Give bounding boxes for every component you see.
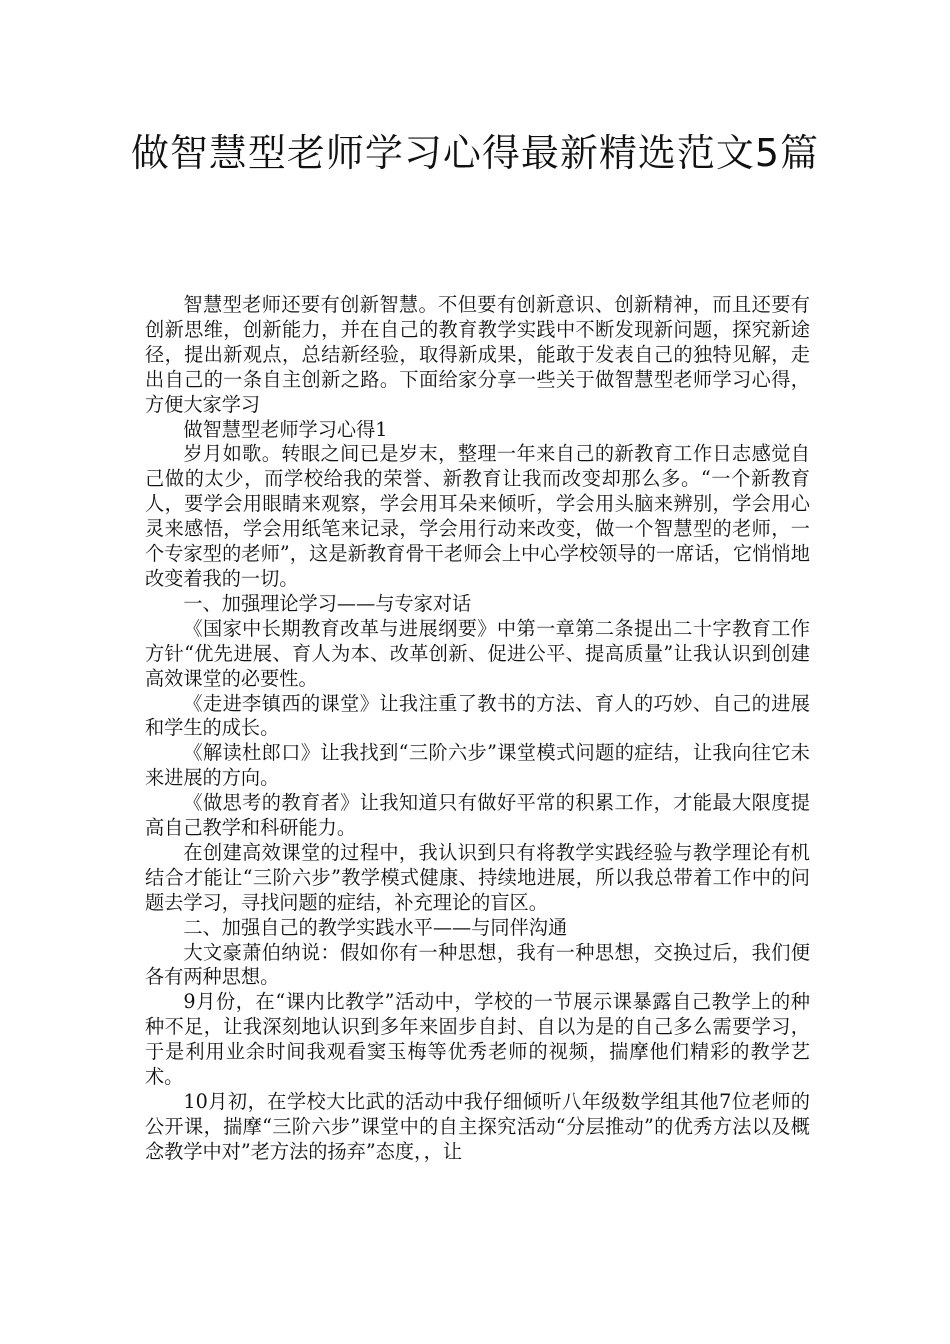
paragraph: 10月初，在学校大比武的活动中我仔细倾听八年级数学组其他7位老师的公开课，揣摩“三阶六步”课堂中的自主探究活动“分层推动”的优秀方法以及概念教学中对”老方法的扬弃”态度，，让 bbox=[145, 1090, 810, 1163]
paragraph: 大文豪萧伯纳说：假如你有一种思想，我有一种思想，交换过后，我们便各有两种思想。 bbox=[145, 940, 810, 989]
paragraph: 《走进李镇西的课堂》让我注重了教书的方法、育人的巧妙、自己的进展和学生的成长。 bbox=[145, 691, 810, 740]
paragraph: 《国家中长期教育改革与进展纲要》中第一章第二条提出二十字教育工作方针“优先进展、育人为本、改革创新、促进公平、提高质量”让我认识到创建高效课堂的必要性。 bbox=[145, 616, 810, 690]
paragraph-intro: 智慧型老师还要有创新智慧。不但要有创新意识、创新精神，而且还要有创新思维，创新能力，并在自己的教育教学实践中不断发现新问题，探究新途径，提出新观点，总结新经验，取得新成果，能敢于发表自己的独特见解，走出自己的一条自主创新之路。下面给家分享一些关于做智慧型老师学习心得，方便大家学习 bbox=[145, 293, 810, 416]
paragraph: 岁月如歌。转眼之间已是岁末，整理一年来自己的新教育工作日志感觉自己做的太少，而学校给我的荣誉、新教育让我而改变却那么多。“一个新教育人，要学会用眼睛来观察，学会用耳朵来倾听，学会用头脑来辨别，学会用心灵来感悟，学会用纸笔来记录，学会用行动来改变，做一个智慧型的老师，一个专家型的老师”，这是新教育骨干老师会上中心学校领导的一席话，它悄悄地改变着我的一切。 bbox=[145, 442, 810, 590]
paragraph-heading-essay-1: 做智慧型老师学习心得1 bbox=[183, 417, 388, 441]
paragraph: 9月份，在“课内比教学”活动中，学校的一节展示课暴露自己教学上的种种不足，让我深刻地认识到多年来固步自封、自以为是的自己多么需要学习，于是利用业余时间我观看窦玉梅等优秀老师的视频，揣摩他们精彩的教学艺术。 bbox=[145, 990, 810, 1089]
paragraph: 《做思考的教育者》让我知道只有做好平常的积累工作，才能最大限度提高自己教学和科研能力。 bbox=[145, 791, 810, 840]
section-heading: 一、加强理论学习——与专家对话 bbox=[183, 591, 472, 615]
paragraph: 在创建高效课堂的过程中，我认识到只有将教学实践经验与教学理论有机结合才能让“三阶六步”教学模式健康、持续地进展，所以我总带着工作中的问题去学习，寻找问题的症结，补充理论的盲区。 bbox=[145, 840, 810, 914]
document-body bbox=[145, 293, 810, 1165]
document-title: 做智慧型老师学习心得最新精选范文5篇 bbox=[130, 131, 820, 175]
section-heading: 二、加强自己的教学实践水平——与同伴沟通 bbox=[183, 915, 568, 939]
paragraph: 《解读杜郎口》让我找到“三阶六步”课堂模式问题的症结，让我向往它未来进展的方向。 bbox=[145, 741, 810, 790]
